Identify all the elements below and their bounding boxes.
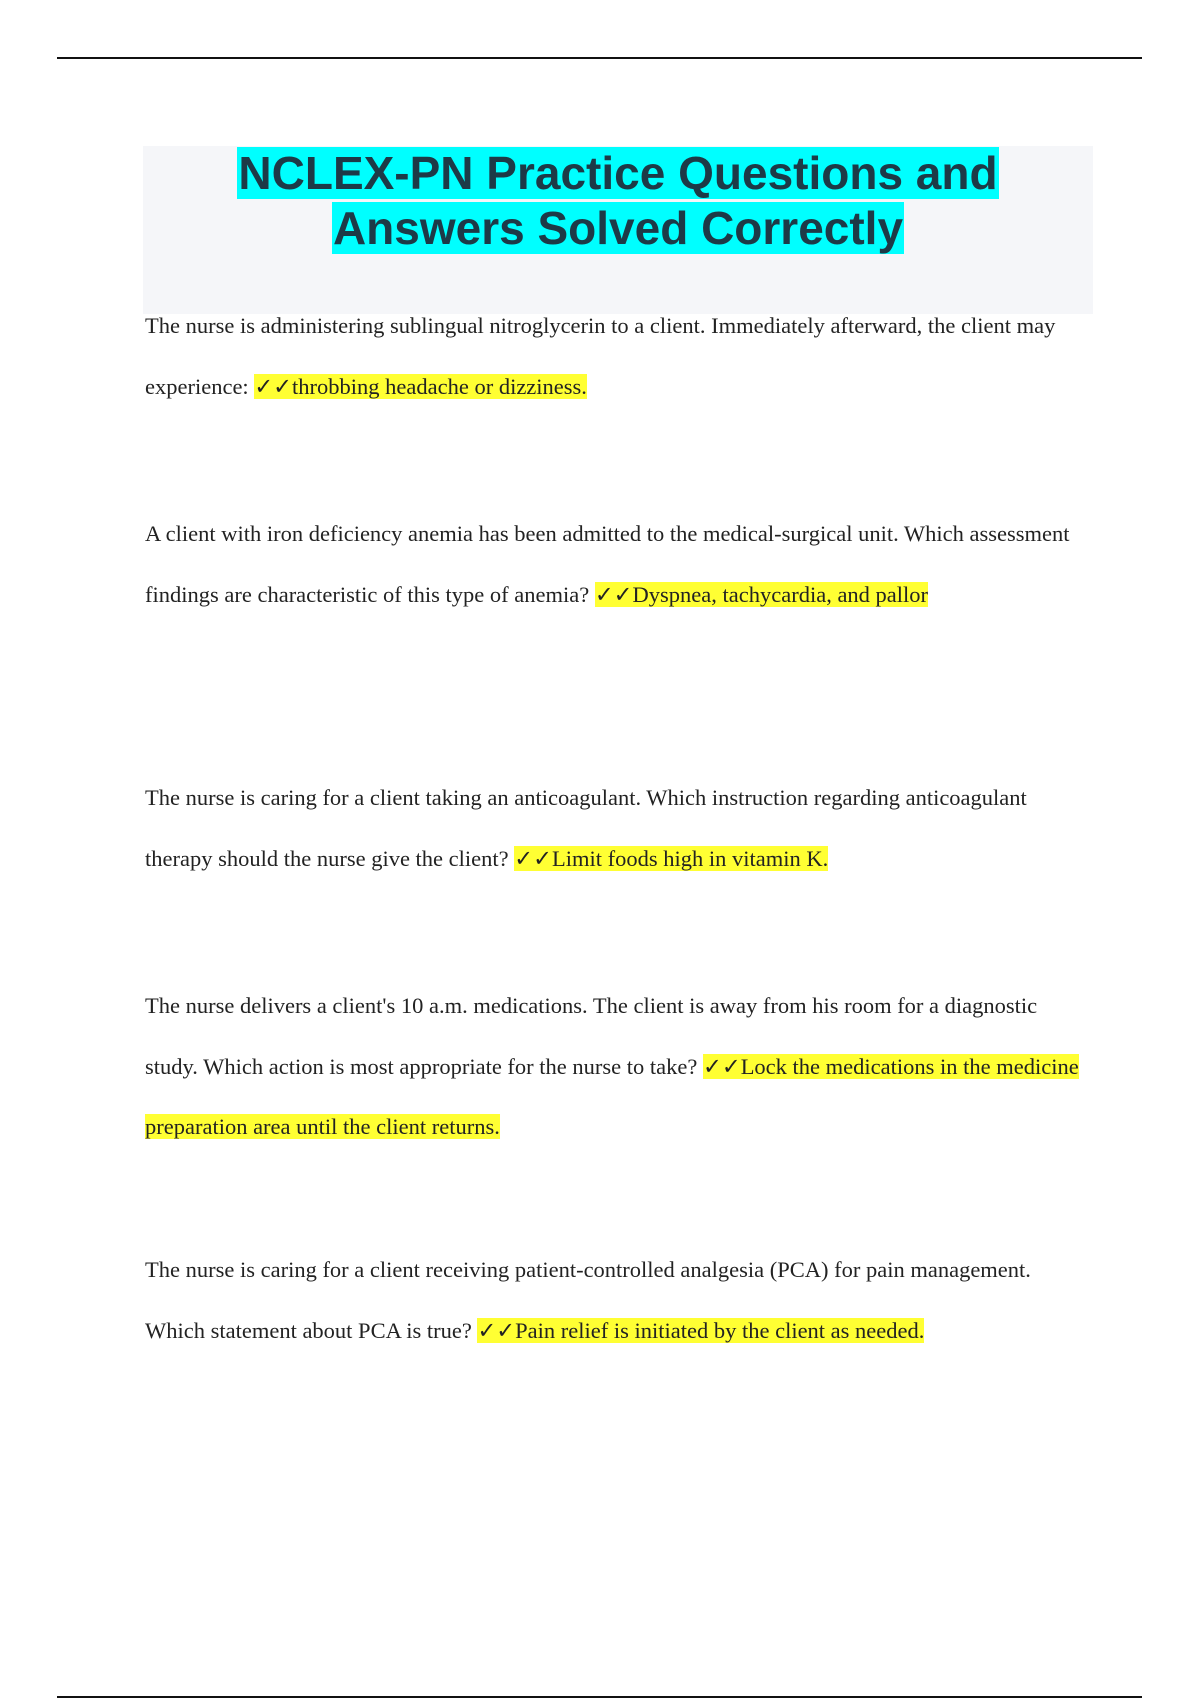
answer-3: ✓✓Limit foods high in vitamin K. (514, 845, 829, 871)
answer-1: ✓✓throbbing headache or dizziness. (254, 373, 587, 399)
question-5: The nurse is caring for a client receiving patient-controlled analgesia (PCA) for pain management. Which statement about PCA is true? (145, 1257, 1031, 1343)
qa-item-5 (145, 1240, 1085, 1361)
answer-4: ✓✓Lock the medications in the medicine preparation area until the client returns. (145, 1053, 1079, 1139)
qa-item-4 (145, 976, 1085, 1158)
title-line-2: Answers Solved Correctly (332, 202, 904, 254)
qa-item-1 (145, 296, 1085, 417)
title-block (143, 146, 1093, 314)
qa-item-2 (145, 504, 1085, 625)
question-4: The nurse delivers a client's 10 a.m. medications. The client is away from his room for a diagnostic study. Which action is most appropriate for the nurse to take? (145, 993, 1038, 1079)
answer-2: ✓✓Dyspnea, tachycardia, and pallor (594, 581, 929, 607)
answer-5: ✓✓Pain relief is initiated by the client as needed. (477, 1317, 925, 1343)
title-line-1: NCLEX-PN Practice Questions and (238, 147, 998, 199)
qa-item-3 (145, 768, 1085, 889)
page-title (143, 146, 1093, 256)
question-3: The nurse is caring for a client taking an anticoagulant. Which instruction regarding anticoagulant therapy should the nurse give the client? (145, 785, 1027, 871)
bottom-rule (57, 1696, 1142, 1698)
question-2: A client with iron deficiency anemia has been admitted to the medical-surgical unit. Which assessment findings are characteristic of this type of anemia? (145, 521, 1070, 607)
top-rule (57, 57, 1142, 59)
question-1: The nurse is administering sublingual nitroglycerin to a client. Immediately afterward, the client may experience: (145, 313, 1056, 399)
